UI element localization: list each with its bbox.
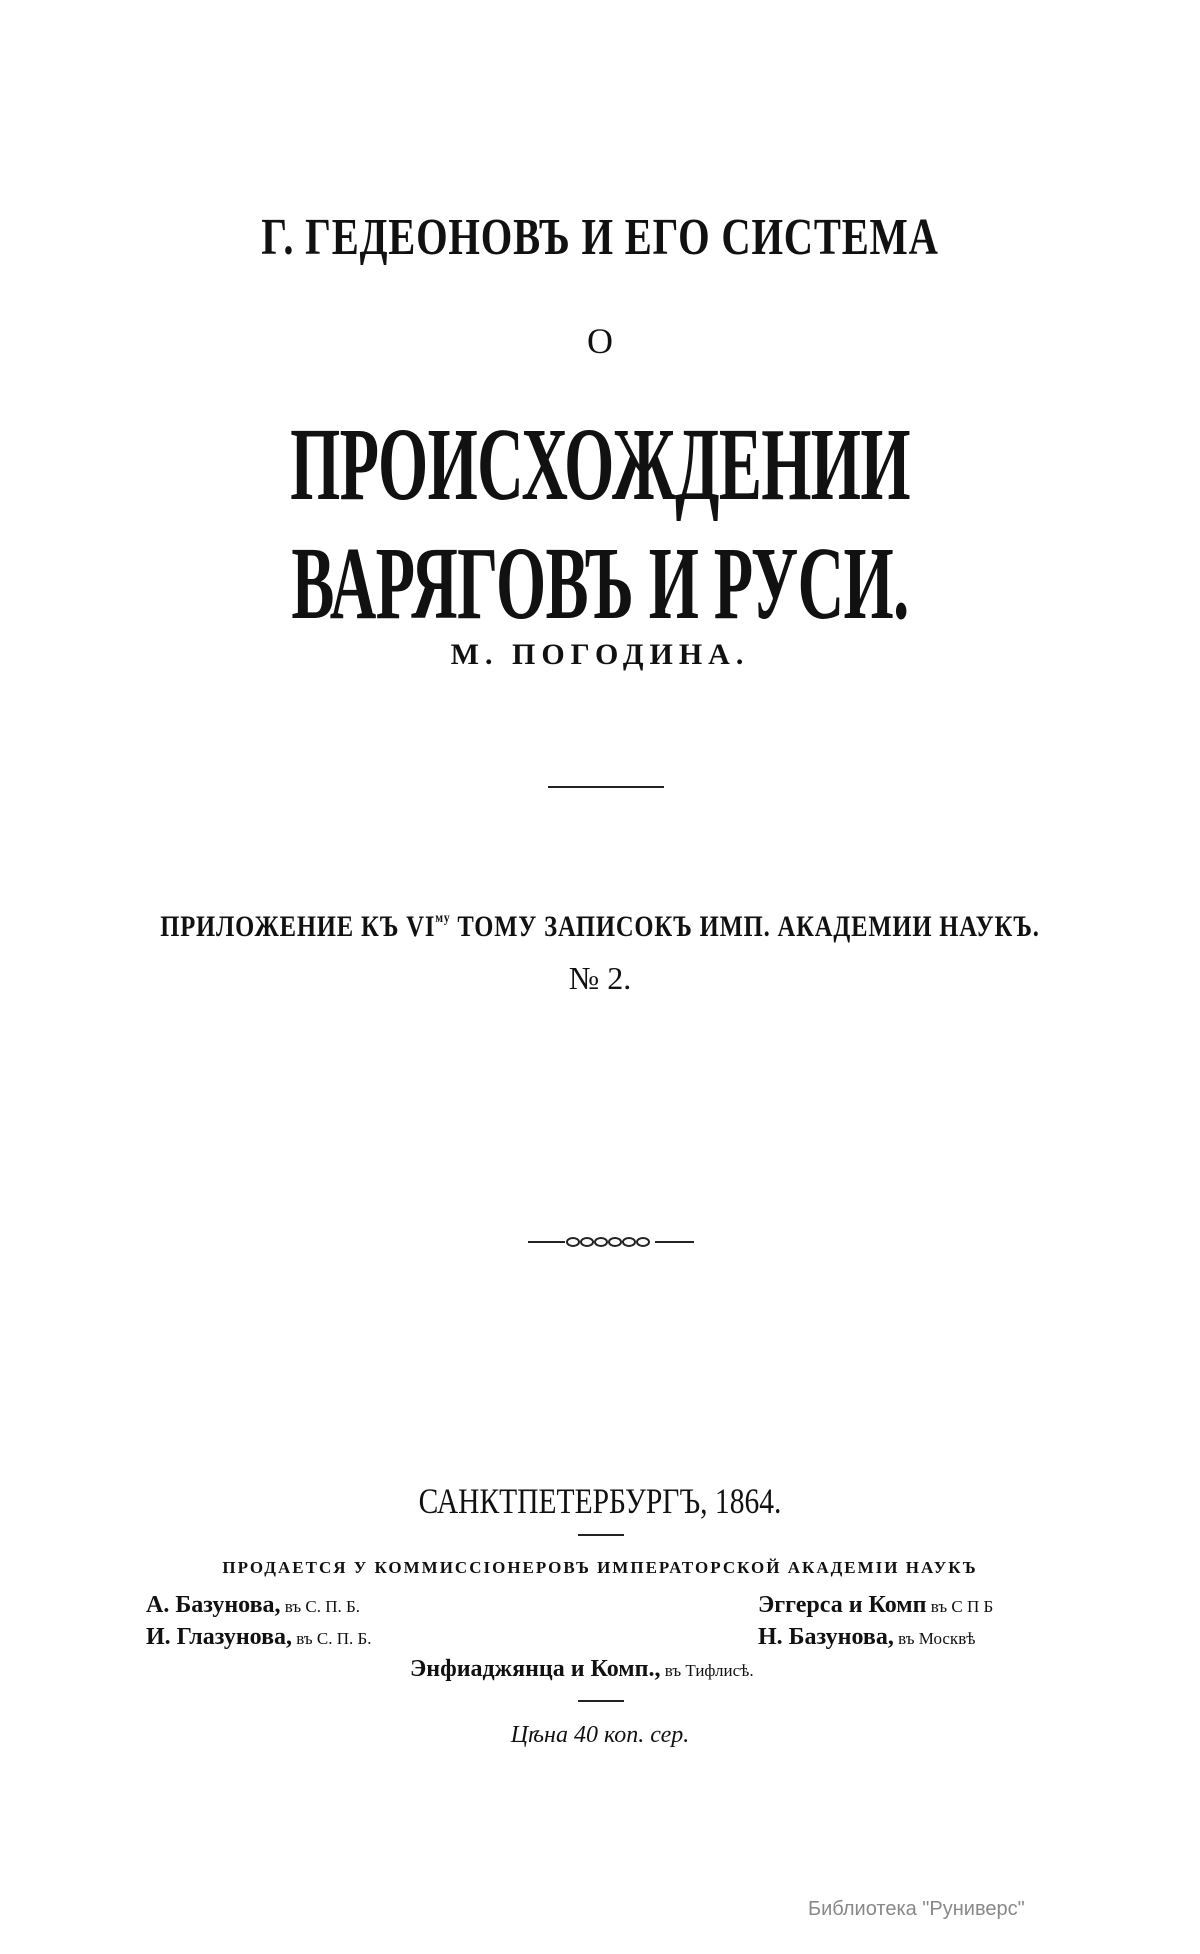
seller-3 <box>146 1624 372 1651</box>
seller-2 <box>758 1592 993 1619</box>
main-title: ПРОИСХОЖДЕНИИ ВАРЯГОВЪ И РУСИ. <box>290 407 910 641</box>
short-rule-2 <box>578 1700 624 1702</box>
imprint-city-year: САНКТПЕТЕРБУРГЪ, 1864. <box>418 1481 782 1521</box>
supplement-superscript: му <box>435 911 451 926</box>
title-line-1: Г. ГЕДЕОНОВЪ И ЕГО СИСТЕМА <box>261 209 939 266</box>
seller-5 <box>410 1656 754 1683</box>
ornament-rule <box>0 1230 1200 1254</box>
seller-1-name: А. Базунова, <box>146 1592 281 1618</box>
library-watermark: Библиотека "Руниверс" <box>808 1898 1025 1920</box>
seller-4-name: Н. Базунова, <box>758 1624 894 1650</box>
seller-5-place: въ Тифлисѣ. <box>660 1661 754 1680</box>
supplement-note <box>108 910 1092 944</box>
seller-4 <box>758 1624 975 1651</box>
author-name: М. ПОГОДИНА. <box>450 638 750 671</box>
supplement-suffix: ТОМУ ЗАПИСОКЪ ИМП. АКАДЕМИИ НАУКЪ. <box>450 910 1040 943</box>
supplement-prefix: ПРИЛОЖЕНИЕ КЪ VI <box>160 910 436 943</box>
seller-2-place: въ С П Б <box>926 1597 994 1616</box>
seller-2-name: Эггерса и Комп <box>758 1592 927 1618</box>
price-line: Цѣна 40 коп. сер. <box>510 1722 690 1748</box>
divider-rule <box>548 786 664 788</box>
seller-3-name: И. Глазунова, <box>146 1624 293 1650</box>
sold-by-line: ПРОДАЕТСЯ У КОММИССІОНЕРОВЪ ИМПЕРАТОРСКОЙ АКАДЕМІИ НАУКЪ <box>222 1558 978 1577</box>
seller-5-name: Энфиаджянца и Комп., <box>410 1656 661 1682</box>
seller-4-place: въ Москвѣ <box>893 1629 976 1648</box>
short-rule <box>578 1534 624 1536</box>
title-line-2: О <box>587 321 613 361</box>
seller-3-place: въ С. П. Б. <box>292 1629 372 1648</box>
seller-1 <box>146 1592 360 1619</box>
issue-number: № 2. <box>568 960 632 996</box>
seller-1-place: въ С. П. Б. <box>280 1597 361 1616</box>
